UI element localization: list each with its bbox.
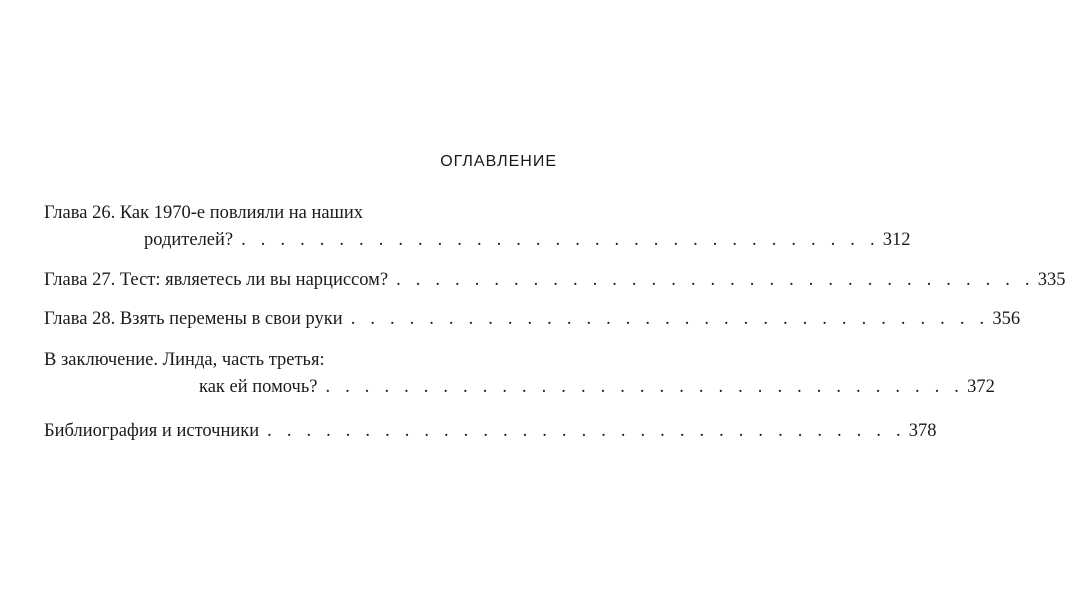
- toc-entry-conclusion[interactable]: [44, 347, 995, 401]
- toc-entry-title: Глава 26. Как 1970-е повлияли на наших: [44, 203, 364, 223]
- toc-entry-continuation-line: [44, 227, 911, 254]
- toc-entry-title: Глава 28. Взять перемены в свои руки: [44, 309, 343, 329]
- toc-entry-bibliography[interactable]: [44, 418, 937, 445]
- toc-entry-title-continuation: как ей помочь?: [199, 377, 318, 397]
- toc-entry-chapter-27[interactable]: [44, 267, 1065, 294]
- toc-entry-continuation-line: [44, 374, 995, 401]
- toc-entry-chapter-28[interactable]: [44, 306, 1021, 333]
- table-of-contents: [44, 200, 1065, 445]
- page-number: 356: [992, 309, 1021, 329]
- toc-entry-title-line: [44, 418, 937, 445]
- page-number: 372: [967, 377, 995, 397]
- dot-leader: . . . . . . . . . . . . . . . . . . . . . . . . . . . . . . . . .: [350, 309, 990, 329]
- toc-entry-title: Глава 27. Тест: являетесь ли вы нарциссом?: [44, 270, 389, 290]
- dot-leader: . . . . . . . . . . . . . . . . . . . . . . . . . . . . . . . . .: [325, 377, 965, 397]
- toc-entry-chapter-26[interactable]: [44, 200, 911, 254]
- dot-leader: . . . . . . . . . . . . . . . . . . . . . . . . . . . . . . . . .: [396, 270, 1035, 290]
- page-number: 312: [882, 230, 911, 250]
- toc-heading: ОГЛАВЛЕНИЕ: [440, 153, 557, 170]
- toc-entry-title-line: [44, 306, 1021, 333]
- dot-leader: . . . . . . . . . . . . . . . . . . . . . . . . . . . . . . . . .: [267, 421, 906, 441]
- dot-leader: . . . . . . . . . . . . . . . . . . . . . . . . . . . . . . . . .: [241, 230, 880, 250]
- toc-entry-title-line: [44, 267, 1065, 294]
- page-number: 335: [1037, 270, 1065, 290]
- toc-entry-title-line: [44, 200, 557, 227]
- toc-entry-title: Библиография и источники: [44, 421, 260, 441]
- toc-entry-title-line: [44, 347, 557, 374]
- page-number: 378: [908, 421, 937, 441]
- toc-entry-title: В заключение. Линда, часть третья:: [44, 350, 325, 370]
- toc-entry-title-continuation: родителей?: [144, 230, 234, 250]
